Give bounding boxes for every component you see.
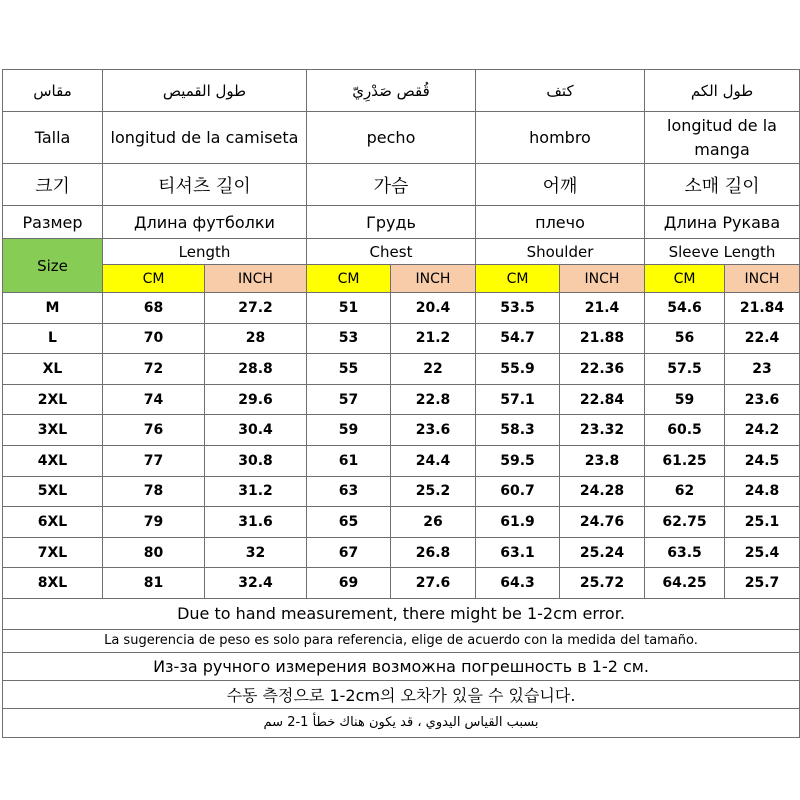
spanish-header-row [3,112,800,164]
shoulder-cm-cell: 60.7 [476,476,560,507]
chest-inch-cell: 26.8 [391,537,476,568]
russian-chest-header: Грудь [307,206,476,239]
length-inch-cell: 28 [205,323,307,354]
russian-header-row [3,206,800,239]
chest-inch-cell: 21.2 [391,323,476,354]
size-label: 5XL [3,476,103,507]
korean-length-header: 티셔츠 길이 [103,164,307,206]
shoulder-inch-cell: 23.32 [560,415,645,446]
length-inch-cell: 30.8 [205,445,307,476]
shoulder-inch-cell: 25.72 [560,568,645,599]
shoulder-cm-cell: 63.1 [476,537,560,568]
note-row [3,629,800,652]
sleeve-inch-cell: 21.84 [725,293,800,324]
chest-cm-cell: 55 [307,354,391,385]
sleeve-inch-cell: 23.6 [725,384,800,415]
table-row [3,507,800,538]
sleeve-cm-header: CM [645,265,725,293]
sleeve-inch-cell: 24.5 [725,445,800,476]
measurement-header-row [3,239,800,265]
length-inch-cell: 29.6 [205,384,307,415]
chest-cm-cell: 65 [307,507,391,538]
length-cm-cell: 79 [103,507,205,538]
sleeve-inch-cell: 24.2 [725,415,800,446]
chest-cm-cell: 61 [307,445,391,476]
length-inch-cell: 31.2 [205,476,307,507]
note-row [3,598,800,629]
length-inch-cell: 31.6 [205,507,307,538]
length-cm-cell: 78 [103,476,205,507]
shoulder-inch-cell: 24.28 [560,476,645,507]
shoulder-cm-cell: 64.3 [476,568,560,599]
size-label: M [3,293,103,324]
sleeve-inch-cell: 25.1 [725,507,800,538]
length-cm-cell: 72 [103,354,205,385]
chest-cm-cell: 53 [307,323,391,354]
chest-inch-cell: 24.4 [391,445,476,476]
note-row [3,680,800,708]
table-row [3,354,800,385]
chest-cm-cell: 57 [307,384,391,415]
length-cm-cell: 76 [103,415,205,446]
size-label: 7XL [3,537,103,568]
sleeve-cm-cell: 64.25 [645,568,725,599]
korean-note: 수동 측정으로 1-2cm의 오차가 있을 수 있습니다. [3,680,800,708]
sleeve-cm-cell: 60.5 [645,415,725,446]
shoulder-cm-cell: 54.7 [476,323,560,354]
shoulder-cm-cell: 53.5 [476,293,560,324]
length-cm-cell: 80 [103,537,205,568]
size-label: 4XL [3,445,103,476]
length-inch-header: INCH [205,265,307,293]
length-inch-cell: 27.2 [205,293,307,324]
length-cm-cell: 77 [103,445,205,476]
shoulder-header: Shoulder [476,239,645,265]
table-row [3,293,800,324]
size-label: 6XL [3,507,103,538]
shoulder-inch-cell: 21.4 [560,293,645,324]
sleeve-length-header: Sleeve Length [645,239,800,265]
korean-header-row [3,164,800,206]
russian-shoulder-header: плечо [476,206,645,239]
size-label: XL [3,354,103,385]
size-header: Size [3,239,103,293]
korean-sleeve-header: 소매 길이 [645,164,800,206]
size-label: 3XL [3,415,103,446]
size-label: 8XL [3,568,103,599]
unit-header-row [3,265,800,293]
arabic-length-header: طول القميص [103,70,307,112]
arabic-size-header: مقاس [3,70,103,112]
sleeve-cm-cell: 63.5 [645,537,725,568]
sleeve-cm-cell: 61.25 [645,445,725,476]
chest-inch-cell: 26 [391,507,476,538]
chest-cm-header: CM [307,265,391,293]
length-inch-cell: 28.8 [205,354,307,385]
chest-header: Chest [307,239,476,265]
shoulder-inch-cell: 24.76 [560,507,645,538]
table-row [3,415,800,446]
spanish-shoulder-header: hombro [476,112,645,164]
arabic-shoulder-header: كتف [476,70,645,112]
shoulder-inch-header: INCH [560,265,645,293]
length-cm-cell: 74 [103,384,205,415]
arabic-note: بسبب القياس اليدوي ، قد يكون هناك خطأ 1-2 سم [3,708,800,737]
spanish-size-header: Talla [3,112,103,164]
russian-note: Из-за ручного измерения возможна погрешность в 1-2 см. [3,652,800,680]
russian-sleeve-header: Длина Рукава [645,206,800,239]
shoulder-inch-cell: 25.24 [560,537,645,568]
korean-size-header: 크기 [3,164,103,206]
note-row [3,652,800,680]
shoulder-cm-cell: 59.5 [476,445,560,476]
chest-inch-header: INCH [391,265,476,293]
sleeve-cm-cell: 62 [645,476,725,507]
spanish-sleeve-header: longitud de la manga [645,112,800,164]
shoulder-cm-cell: 57.1 [476,384,560,415]
shoulder-cm-header: CM [476,265,560,293]
length-cm-cell: 70 [103,323,205,354]
korean-chest-header: 가슴 [307,164,476,206]
sleeve-cm-cell: 57.5 [645,354,725,385]
length-cm-header: CM [103,265,205,293]
sleeve-cm-cell: 54.6 [645,293,725,324]
table-row [3,323,800,354]
chest-inch-cell: 22 [391,354,476,385]
shoulder-cm-cell: 58.3 [476,415,560,446]
length-header: Length [103,239,307,265]
chest-cm-cell: 67 [307,537,391,568]
table-row [3,384,800,415]
sleeve-cm-cell: 62.75 [645,507,725,538]
shoulder-inch-cell: 22.84 [560,384,645,415]
sleeve-inch-cell: 23 [725,354,800,385]
chest-inch-cell: 27.6 [391,568,476,599]
chest-cm-cell: 63 [307,476,391,507]
length-inch-cell: 32 [205,537,307,568]
table-row [3,568,800,599]
shoulder-inch-cell: 21.88 [560,323,645,354]
arabic-header-row [3,70,800,112]
sleeve-inch-header: INCH [725,265,800,293]
shoulder-inch-cell: 22.36 [560,354,645,385]
spanish-note: La sugerencia de peso es solo para referencia, elige de acuerdo con la medida del tamaño. [3,629,800,652]
sleeve-cm-cell: 56 [645,323,725,354]
korean-shoulder-header: 어깨 [476,164,645,206]
sleeve-cm-cell: 59 [645,384,725,415]
russian-size-header: Размер [3,206,103,239]
length-inch-cell: 30.4 [205,415,307,446]
sleeve-inch-cell: 25.4 [725,537,800,568]
chest-cm-cell: 51 [307,293,391,324]
sleeve-inch-cell: 22.4 [725,323,800,354]
spanish-chest-header: pecho [307,112,476,164]
shoulder-cm-cell: 61.9 [476,507,560,538]
chest-inch-cell: 23.6 [391,415,476,446]
english-note: Due to hand measurement, there might be 1-2cm error. [3,598,800,629]
arabic-sleeve-header: طول الكم [645,70,800,112]
size-label: 2XL [3,384,103,415]
arabic-chest-header: قُقص صَدْرِيّ [307,70,476,112]
table-row [3,445,800,476]
size-chart-table [2,69,800,738]
size-label: L [3,323,103,354]
table-row [3,476,800,507]
chest-cm-cell: 69 [307,568,391,599]
shoulder-inch-cell: 23.8 [560,445,645,476]
length-cm-cell: 81 [103,568,205,599]
chest-inch-cell: 20.4 [391,293,476,324]
sleeve-inch-cell: 24.8 [725,476,800,507]
table-row [3,537,800,568]
sleeve-inch-cell: 25.7 [725,568,800,599]
spanish-length-header: longitud de la camiseta [103,112,307,164]
shoulder-cm-cell: 55.9 [476,354,560,385]
chest-inch-cell: 22.8 [391,384,476,415]
note-row [3,708,800,737]
chest-cm-cell: 59 [307,415,391,446]
russian-length-header: Длина футболки [103,206,307,239]
chest-inch-cell: 25.2 [391,476,476,507]
length-cm-cell: 68 [103,293,205,324]
length-inch-cell: 32.4 [205,568,307,599]
